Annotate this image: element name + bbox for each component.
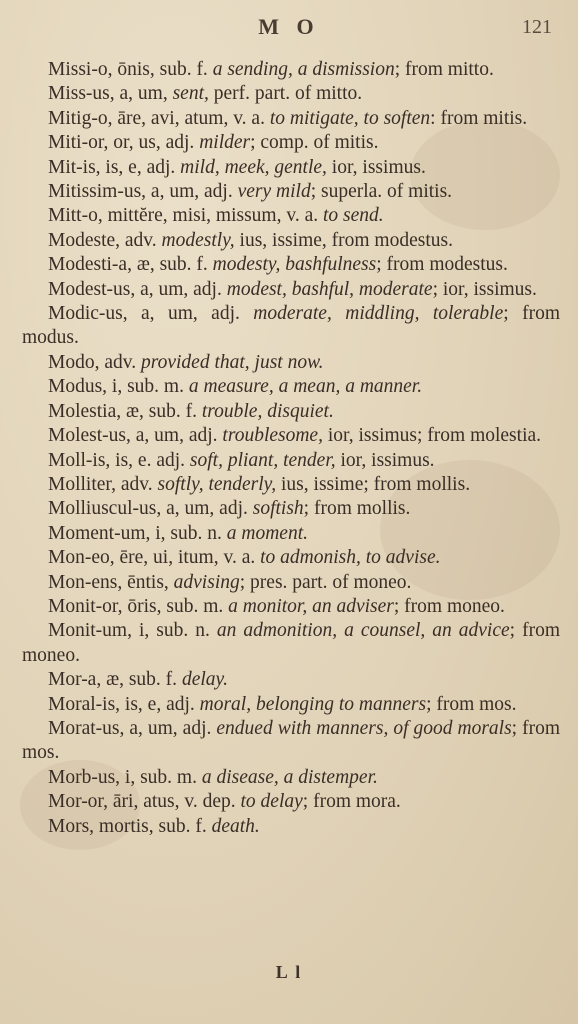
entry-definition: to delay (240, 791, 303, 813)
entry-note: ; from modestus. (376, 254, 508, 276)
dictionary-entry (22, 229, 560, 253)
entry-headword: Modesti-a, æ, sub. f. (48, 254, 213, 276)
entry-definition: modesty, bashfulness (212, 254, 377, 276)
dictionary-entry (22, 449, 560, 473)
entry-note: ius, issime, from modestus. (234, 229, 453, 251)
running-head: M O (258, 14, 320, 39)
entry-headword: Modic-us, a, um, adj. (48, 303, 254, 325)
entry-headword: Miss-us, a, um, (48, 83, 173, 105)
dictionary-entry (22, 400, 560, 424)
entry-headword: Modest-us, a, um, adj. (48, 278, 227, 300)
entry-definition: softish (252, 498, 304, 520)
entry-note: ior, issimus. (326, 156, 426, 178)
entry-headword: Moral-is, is, e, adj. (48, 693, 200, 715)
entry-note: ; from moneo. (22, 620, 560, 666)
entry-note: perf. part. of mitto. (208, 83, 363, 105)
entry-definition: to mitigate, to soften (269, 107, 431, 129)
entry-definition: to send. (322, 205, 384, 227)
entry-definition: moderate, middling, tolerable (253, 303, 504, 325)
entry-definition: moral, belonging to manners (199, 693, 427, 715)
entry-definition: mild, meek, gentle, (180, 156, 327, 178)
dictionary-entry (22, 204, 560, 228)
entry-headword: Mors, mortis, sub. f. (48, 815, 212, 837)
dictionary-entry (22, 180, 560, 204)
dictionary-entry (22, 375, 560, 399)
entry-headword: Morat-us, a, um, adj. (48, 717, 217, 739)
entry-note: ; ior, issimus. (432, 278, 537, 300)
entry-note: ; from mos. (426, 693, 517, 715)
entry-list (22, 58, 560, 839)
entry-headword: Mitissim-us, a, um, adj. (48, 181, 238, 203)
dictionary-entry (22, 473, 560, 497)
dictionary-entry (22, 619, 560, 668)
entry-note: ; comp. of mitis. (250, 132, 379, 154)
dictionary-entry (22, 58, 560, 82)
entry-definition: an admonition, a counsel, an advice (216, 620, 510, 642)
entry-definition: softly, tenderly, (157, 473, 277, 495)
entry-note: ; from mollis. (303, 498, 411, 520)
entry-definition: a monitor, an adviser (228, 595, 394, 617)
entry-definition: sent, (172, 83, 209, 105)
dictionary-entry (22, 253, 560, 277)
dictionary-entry (22, 815, 560, 839)
entry-note: ; from mora. (302, 791, 401, 813)
dictionary-entry (22, 766, 560, 790)
entry-definition: advising (173, 571, 240, 593)
entry-headword: Modo, adv. (48, 351, 141, 373)
entry-headword: Mor-a, æ, sub. f. (48, 669, 182, 691)
dictionary-entry (22, 790, 560, 814)
entry-headword: Molliuscul-us, a, um, adj. (48, 498, 253, 520)
entry-note: ior, issimus. (335, 449, 435, 471)
entry-headword: Monit-um, i, sub. n. (48, 620, 217, 642)
entry-definition: soft, pliant, tender, (189, 449, 336, 471)
entry-note: ; superla. of mitis. (310, 181, 453, 203)
entry-headword: Mitig-o, āre, avi, atum, v. a. (48, 107, 270, 129)
dictionary-entry (22, 278, 560, 302)
entry-headword: Molestia, æ, sub. f. (48, 400, 202, 422)
dictionary-entry (22, 156, 560, 180)
entry-headword: Molest-us, a, um, adj. (48, 425, 223, 447)
entry-headword: Modeste, adv. (48, 229, 162, 251)
entry-note: ; pres. part. of moneo. (239, 571, 412, 593)
entry-definition: delay. (181, 669, 228, 691)
entry-definition: to admonish, to advise. (260, 547, 441, 569)
dictionary-entry (22, 107, 560, 131)
entry-definition: endued with manners, of good morals (216, 717, 512, 739)
entry-definition: milder (199, 132, 251, 154)
entry-headword: Molliter, adv. (48, 473, 158, 495)
dictionary-entry (22, 668, 560, 692)
entry-definition: a sending, a dismission (212, 59, 395, 80)
dictionary-entry (22, 82, 560, 106)
entry-headword: Miti-or, or, us, adj. (48, 132, 200, 154)
dictionary-entry (22, 131, 560, 155)
entry-note: ior, issimus; from molestia. (322, 425, 542, 447)
dictionary-entry (22, 571, 560, 595)
signature-mark: L l (275, 962, 303, 982)
dictionary-entry (22, 497, 560, 521)
dictionary-entry (22, 717, 560, 766)
entry-definition: a disease, a distemper. (201, 766, 378, 788)
page-number: 121 (522, 16, 552, 38)
dictionary-entry (22, 546, 560, 570)
entry-definition: modestly, (161, 229, 235, 251)
entry-headword: Monit-or, ōris, sub. m. (48, 595, 229, 617)
entry-definition: trouble, disquiet. (201, 400, 334, 422)
entry-headword: Mon-eo, ēre, ui, itum, v. a. (48, 547, 261, 569)
entry-headword: Moll-is, is, e. adj. (48, 449, 190, 471)
dictionary-entry (22, 693, 560, 717)
entry-note: ius, issime; from mollis. (276, 473, 471, 495)
dictionary-entry (22, 595, 560, 619)
entry-definition: modest, bashful, moderate (226, 278, 433, 300)
dictionary-entry (22, 424, 560, 448)
entry-definition: very mild (237, 181, 311, 203)
entry-note: : from mitis. (430, 107, 528, 129)
entry-note: ; from moneo. (393, 595, 505, 617)
dictionary-entry (22, 302, 560, 351)
dictionary-entry (22, 522, 560, 546)
page-header (0, 14, 578, 44)
entry-headword: Mor-or, āri, atus, v. dep. (48, 791, 241, 813)
entry-headword: Missi-o, ōnis, sub. f. (48, 59, 213, 80)
entry-note: ; from mitto. (394, 59, 494, 80)
entry-headword: Mon-ens, ēntis, (48, 571, 174, 593)
entry-definition: a measure, a mean, a manner. (188, 376, 423, 398)
entry-definition: a moment. (226, 522, 308, 544)
dictionary-entry (22, 351, 560, 375)
entry-headword: Mit-is, is, e, adj. (48, 156, 181, 178)
entry-note: ; from mos. (22, 717, 560, 764)
entry-headword: Morb-us, i, sub. m. (48, 766, 202, 788)
entry-definition: death. (211, 815, 260, 837)
entry-headword: Mitt-o, mittĕre, misi, missum, v. a. (48, 205, 323, 227)
entry-headword: Moment-um, i, sub. n. (48, 522, 227, 544)
entry-definition: provided that, just now. (140, 351, 324, 373)
entry-headword: Modus, i, sub. m. (48, 376, 189, 398)
entry-note: ; from modus. (22, 303, 561, 349)
entry-definition: troublesome, (222, 425, 323, 447)
